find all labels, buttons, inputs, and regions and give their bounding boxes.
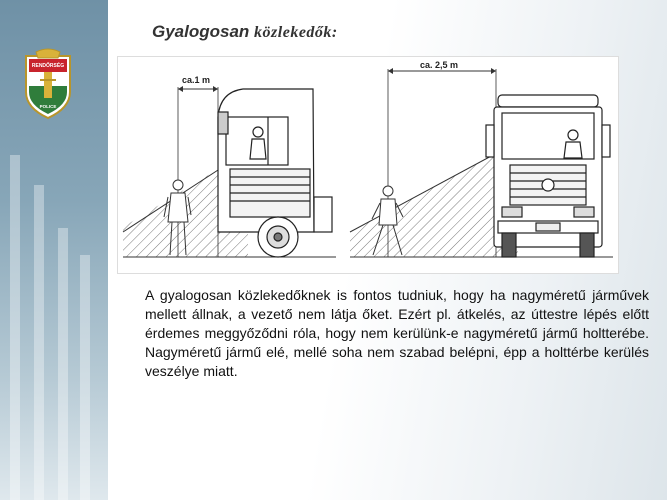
decor-bar: [80, 255, 90, 500]
decor-bar: [58, 228, 68, 500]
slide-title: [152, 22, 338, 42]
logo-top-text: RENDŐRSÉG: [31, 63, 65, 69]
right-blind-spot: [350, 147, 518, 257]
blind-spot-diagram: [117, 56, 619, 274]
body-paragraph: A gyalogosan közlekedőknek is fontos tudniuk, hogy ha nagyméretű járművek mellett állnak, a vezető nem látja őket. Ezért pl. átkelés, az úttestre lépés előtt érdemes meggyőződni róla, hogy nem kerülünk-e nagyméretű jármű holtterébe. Nagyméretű jármű elé, mellé soha nem szabad belépni, épp a holttérbe kerülés veszélye miatt.: [145, 287, 649, 379]
left-measure-label: ca.1 m: [182, 75, 211, 85]
police-logo: [22, 48, 74, 120]
truck-front-view: [486, 95, 610, 257]
decor-bar: [10, 155, 20, 500]
blind-spot-drawing: [118, 57, 618, 273]
title-italic-part: közlekedők:: [254, 24, 338, 41]
title-bold-part: Gyalogosan: [152, 22, 250, 41]
truck-side-view: [218, 89, 332, 257]
right-measure-label: ca. 2,5 m: [420, 60, 459, 70]
logo-bottom-text: POLICE: [39, 104, 57, 109]
decor-bar: [34, 185, 44, 500]
